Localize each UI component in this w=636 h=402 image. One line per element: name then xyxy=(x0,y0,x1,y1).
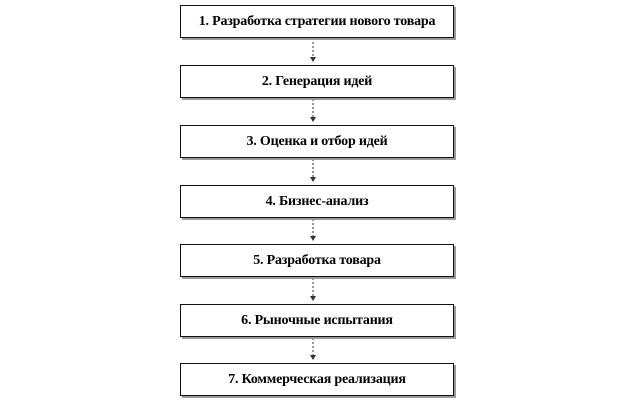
arrow-5-6 xyxy=(310,278,316,301)
arrow-1-2 xyxy=(310,38,316,62)
step-box-7 xyxy=(180,363,454,396)
step-label-7: 7. Коммерческая реализация xyxy=(228,371,406,387)
step-box-5 xyxy=(180,244,454,277)
step-box-4 xyxy=(180,185,454,218)
arrow-4-5 xyxy=(310,219,316,241)
step-label-2: 2. Генерация идей xyxy=(261,73,373,89)
arrow-3-4 xyxy=(310,159,316,182)
step-box-3 xyxy=(180,125,454,158)
step-box-2 xyxy=(180,65,454,98)
step-label-4: 4. Бизнес-анализ xyxy=(265,193,369,209)
arrow-2-3 xyxy=(310,99,316,122)
step-label-6: 6. Рыночные испытания xyxy=(241,312,393,328)
step-box-1 xyxy=(180,5,454,38)
step-label-1: 1. Разработка стратегии нового товара xyxy=(198,13,436,29)
step-label-5: 5. Разработка товара xyxy=(253,252,381,268)
step-box-6 xyxy=(180,304,454,337)
arrow-6-7 xyxy=(310,338,316,360)
step-label-3: 3. Оценка и отбор идей xyxy=(246,133,388,149)
